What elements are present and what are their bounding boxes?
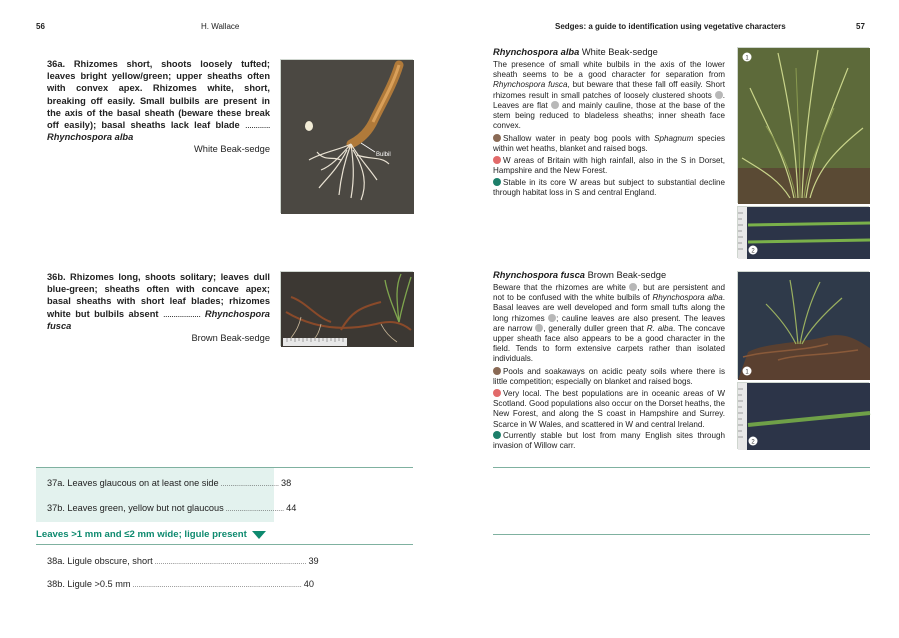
key-36a-species: Rhynchospora alba [47, 132, 134, 143]
key-37b-lead: 44 [286, 503, 297, 513]
key-38b-lead: 40 [303, 579, 314, 589]
fusca-title: Rhynchospora fusca Brown Beak-sedge [493, 270, 667, 280]
key-36a: 36a. Rhizomes short, shoots loosely tufted; leaves bright yellow/green; upper sheaths often with convex apex. Rhizomes white, short, breaking off easily. Small bulbils are present in the axis of the basal sheath (beware these break off easily); basal sheaths lack leaf blade ............ Rhynchospora alba White Beak-sedge [47, 59, 270, 155]
alba-photo-mark-2: 2 [751, 248, 755, 255]
photo-fusca-rhizome [280, 271, 413, 346]
fusca-habitat: Pools and soakaways on acidic peaty soils where there is little competition; especially on blanket and raised bogs. [493, 367, 725, 387]
fusca-photo-mark-1: 1 [745, 369, 749, 376]
right-divider-1 [493, 467, 870, 468]
key-36a-text: 36a. Rhizomes short, shoots loosely tufted; leaves bright yellow/green; upper sheaths often with convex apex. Rhizomes white, short, breaking off easily. Small bulbils are present in the axis of the basal sheath (beware these break off easily); basal sheaths lack leaf blade [47, 59, 270, 131]
alba-habitat: Shallow water in peaty bog pools with Sphagnum species within wet heaths, blanket and raised bogs. [493, 134, 726, 154]
fusca-habit-illustration [738, 272, 870, 380]
photo-fusca-habit [737, 271, 869, 379]
section-heading: Leaves >1 mm and ≤2 mm wide; ligule present [36, 529, 266, 540]
photo-fusca-leaf [737, 382, 869, 449]
running-head-right: Sedges: a guide to identification using vegetative characters [555, 22, 786, 31]
habitat-dot-icon [493, 367, 501, 375]
photo-alba-bulbil [280, 59, 413, 213]
fusca-description: Beware that the rhizomes are white , but are persistent and not to be confused with the white bulbils of Rhynchospora alba. Basal leaves are well developed and form small tufts along the long rhizomes ; cauline leaves are also present. The leaves are narrow , generally duller green that R. alba. The concave upper sheath face also appears to be a good character in the field. Tends to form extensive carpets rather than isolated individuals. [493, 283, 726, 364]
alba-photo-mark-1: 1 [745, 55, 749, 62]
key-37b: 37b. Leaves green, yellow but not glaucous .............................. 44 [47, 503, 297, 513]
alba-description: The presence of small white bulbils in the axis of the lower sheath seems to be a good character for separation from Rhynchospora fusca, but beware that these fall off easily. Short rhizomes result in small patches of loosely clustered shoots . Leaves are flat and mainly cauline, those at the base of the stem being reduced to bladeless sheaths; inner sheath face convex. [493, 60, 726, 131]
key-38a-lead: 39 [308, 556, 319, 566]
bulbil-label: Bulbil [376, 152, 391, 158]
status-dot-icon [493, 431, 501, 439]
section-rule [36, 544, 413, 545]
fusca-rhizome-illustration [281, 272, 414, 347]
key-36b-common: Brown Beak-sedge [191, 333, 270, 344]
fusca-leaf-illustration [738, 383, 870, 450]
distribution-dot-icon [493, 389, 501, 397]
left-page [0, 0, 449, 638]
habitat-dot-icon [493, 134, 501, 142]
key-38a: 38a. Ligule obscure, short .............................................................................. 39 [47, 556, 319, 566]
status-dot-icon [493, 178, 501, 186]
photo-ref-1-icon [715, 91, 723, 99]
fusca-photo-mark-2: 2 [751, 439, 755, 446]
alba-leaf-illustration [738, 207, 870, 259]
key-37a-lead: 38 [280, 478, 292, 488]
photo-alba-habit [737, 47, 869, 203]
fusca-status: Currently stable but lost from many English sites through invasion of Willow carr. [493, 431, 725, 451]
alba-title: Rhynchospora alba White Beak-sedge [493, 47, 658, 57]
key-36b-species: Rhynchospora fusca [47, 308, 270, 331]
key-37a: 37a. Leaves glaucous on at least one side .............................. 38 [47, 478, 292, 488]
page-number-right: 57 [856, 22, 865, 31]
section-triangle-icon [252, 531, 266, 539]
distribution-dot-icon [493, 156, 501, 164]
alba-status: Stable in its core W areas but subject to substantial decline through habitat loss in S and central England. [493, 178, 725, 198]
key-36b: 36b. Rhizomes long, shoots solitary; leaves dull blue-green; sheaths often with concave apex; basal sheaths with short leaf blades; rhizomes white but bulbils absent .................. Rhynchospora fusca Brown Beak-sedge [47, 272, 270, 344]
alba-distribution: W areas of Britain with high rainfall, also in the S in Dorset, Hampshire and the New Forest. [493, 156, 725, 176]
page-number-left: 56 [36, 22, 45, 31]
right-divider-2 [493, 534, 870, 535]
key-38b: 38b. Ligule >0.5 mm ....................................................................................... 40 [47, 579, 314, 589]
photo-ref-2-icon [551, 101, 559, 109]
author-running-head: H. Wallace [201, 22, 240, 31]
photo-ref-1c-icon [548, 314, 556, 322]
photo-alba-leaf [737, 206, 869, 258]
fusca-distribution: Very local. The best populations are in oceanic areas of W Scotland. Good populations also occur on the Dorset heaths, the New Forest, and along the S coast in Hampshire and Surrey. Scarce in W Wales, and scattered in W and central Ireland. [493, 389, 725, 429]
alba-habit-illustration [738, 48, 870, 204]
rhizome-illustration [281, 60, 414, 214]
key-36b-text: 36b. Rhizomes long, shoots solitary; leaves dull blue-green; sheaths often with concave apex; basal sheaths with short leaf blades; rhizomes white but bulbils absent [47, 272, 270, 319]
key-36a-common: White Beak-sedge [194, 144, 270, 155]
